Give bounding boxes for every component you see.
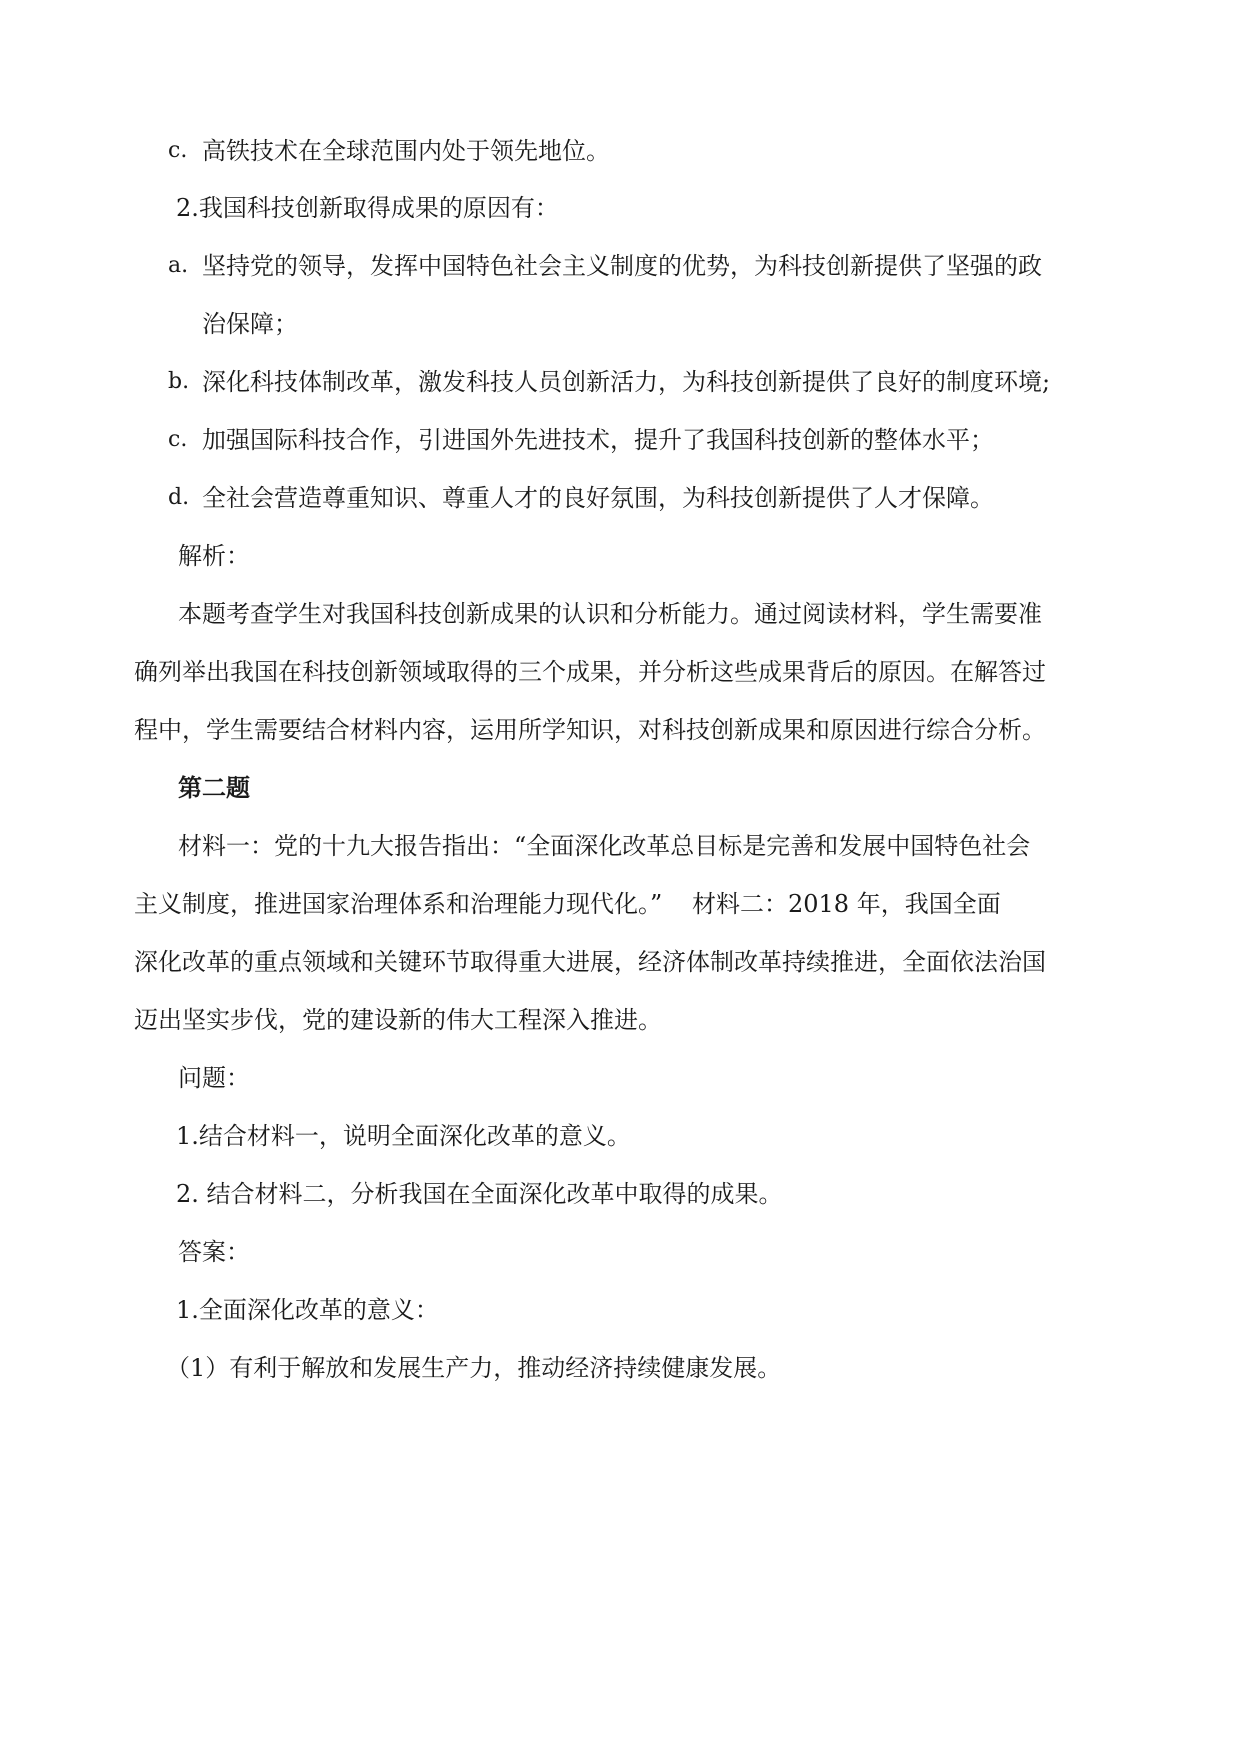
material-text: 材料二：2018 年，我国全面 bbox=[692, 890, 1001, 918]
list-marker: c. bbox=[168, 138, 188, 163]
list-item-text: 深化科技体制改革，激发科技人员创新活力，为科技创新提供了良好的制度环境; bbox=[202, 368, 1051, 396]
material-text: 主义制度，推进国家治理体系和治理能力现代化。” bbox=[134, 890, 663, 918]
list-item-text: 加强国际科技合作，引进国外先进技术，提升了我国科技创新的整体水平； bbox=[202, 426, 994, 454]
list-item-text: 高铁技术在全球范围内处于领先地位。 bbox=[202, 137, 610, 165]
analysis-text: 确列举出我国在科技创新领域取得的三个成果，并分析这些成果背后的原因。在解答过 bbox=[134, 658, 1046, 686]
analysis-text: 本题考查学生对我国科技创新成果的认识和分析能力。通过阅读材料，学生需要准 bbox=[178, 600, 1042, 628]
list-item-text: 全社会营造尊重知识、尊重人才的良好氛围，为科技创新提供了人才保障。 bbox=[202, 484, 994, 512]
analysis-text: 程中，学生需要结合材料内容，运用所学知识，对科技创新成果和原因进行综合分析。 bbox=[134, 716, 1046, 744]
question-label: 问题： bbox=[178, 1064, 250, 1092]
material-text: 深化改革的重点领域和关键环节取得重大进展，经济体制改革持续推进，全面依法治国 bbox=[134, 948, 1046, 976]
material-text: 材料一：党的十九大报告指出：“全面深化改革总目标是完善和发展中国特色社会 bbox=[178, 832, 1031, 860]
answer-point: （1）有利于解放和发展生产力，推动经济持续健康发展。 bbox=[166, 1354, 782, 1382]
list-marker: b. bbox=[168, 369, 190, 394]
answer-subheading: 2.我国科技创新取得成果的原因有： bbox=[176, 194, 559, 222]
list-item-text: 坚持党的领导，发挥中国特色社会主义制度的优势，为科技创新提供了坚强的政 bbox=[202, 252, 1042, 280]
answer-heading: 1.全面深化改革的意义： bbox=[176, 1296, 439, 1324]
list-marker: a. bbox=[168, 253, 189, 278]
list-marker: c. bbox=[168, 427, 188, 452]
question-item: 2. 结合材料二，分析我国在全面深化改革中取得的成果。 bbox=[176, 1180, 783, 1208]
list-marker: d. bbox=[168, 485, 190, 510]
list-item-text-continued: 治保障； bbox=[202, 310, 298, 338]
analysis-label: 解析： bbox=[178, 542, 250, 570]
section-title: 第二题 bbox=[178, 773, 250, 802]
question-item: 1.结合材料一，说明全面深化改革的意义。 bbox=[176, 1122, 631, 1150]
material-text: 迈出坚实步伐，党的建设新的伟大工程深入推进。 bbox=[134, 1006, 662, 1034]
answer-label: 答案： bbox=[178, 1238, 250, 1266]
